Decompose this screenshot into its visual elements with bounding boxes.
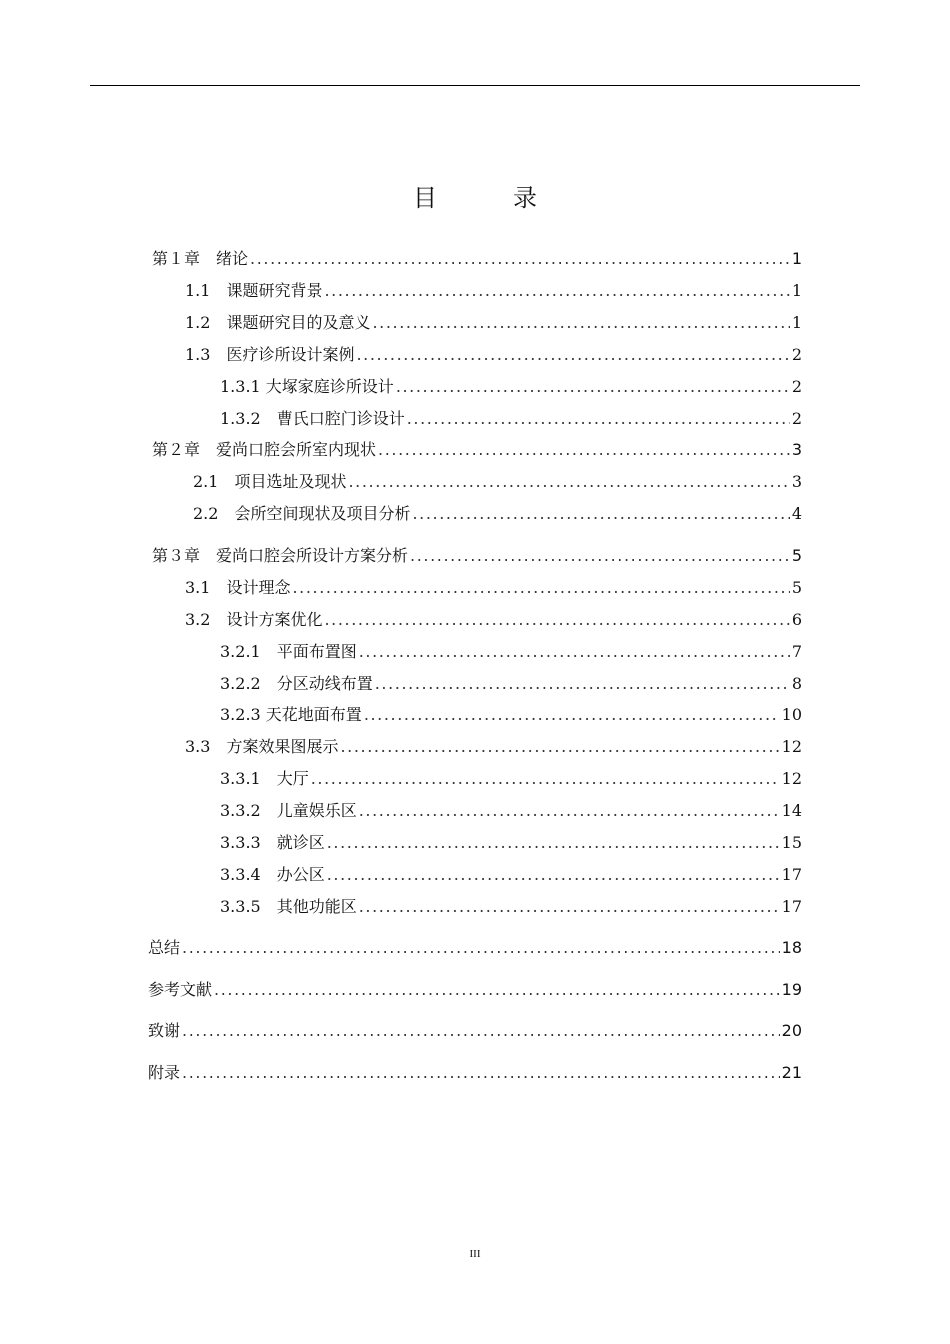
toc-label: 1.2 课题研究目的及意义: [185, 313, 371, 332]
toc-page: 3: [791, 440, 802, 459]
toc-label: 3.3.2 儿童娱乐区: [220, 801, 357, 820]
toc-entry-summary[interactable]: [148, 937, 802, 959]
toc-page: 17: [781, 865, 802, 884]
toc-label: 致谢: [148, 1021, 181, 1040]
toc-label: 3.3.1 大厅: [220, 769, 309, 788]
toc-entry-chapter-1[interactable]: [152, 248, 802, 270]
toc-label: 3.3.5 其他功能区: [220, 897, 357, 916]
toc-entry-3-3[interactable]: [185, 736, 802, 758]
toc-page: 1: [791, 281, 802, 300]
toc-entry-references[interactable]: [148, 979, 802, 1001]
toc-page: 5: [791, 578, 802, 597]
toc-label: 第３章 爱尚口腔会所设计方案分析: [152, 546, 409, 565]
toc-entry-appendix[interactable]: [148, 1062, 802, 1084]
header-rule: [90, 85, 860, 86]
toc-label: 3.2.2 分区动线布置: [220, 674, 373, 693]
toc-page: 4: [791, 504, 802, 523]
toc-label: 1.3 医疗诊所设计案例: [185, 345, 355, 364]
toc-entry-acknowledgements[interactable]: [148, 1020, 802, 1042]
toc-entry-3-3-4[interactable]: [220, 864, 802, 886]
toc-label: 3.2.3 天花地面布置: [220, 705, 362, 724]
toc-label: 参考文献: [148, 980, 213, 999]
toc-label: 3.2 设计方案优化: [185, 610, 323, 629]
toc-page: 7: [791, 642, 802, 661]
toc-page: 14: [781, 801, 802, 820]
toc-label: 3.3.3 就诊区: [220, 833, 325, 852]
toc-page: 18: [781, 938, 802, 957]
toc-page: 2: [791, 377, 802, 396]
toc-entry-1-3-2[interactable]: [220, 408, 802, 430]
toc-entry-3-2-3[interactable]: [220, 704, 802, 726]
toc-page: 1: [791, 313, 802, 332]
toc-page: 1: [791, 249, 802, 268]
toc-label: 3.1 设计理念: [185, 578, 291, 597]
toc-page: 2: [791, 409, 802, 428]
toc-label: 2.2 会所空间现状及项目分析: [193, 504, 411, 523]
toc-page: 12: [781, 769, 802, 788]
toc-entry-3-2-1[interactable]: [220, 641, 802, 663]
toc-label: 1.3.1 大塚家庭诊所设计: [220, 377, 394, 396]
toc-entry-1-3-1[interactable]: [220, 376, 802, 398]
toc-entry-3-2[interactable]: [185, 609, 802, 631]
toc-page: 20: [781, 1021, 802, 1040]
toc-page: 10: [781, 705, 802, 724]
page-number: III: [469, 1248, 481, 1260]
toc-page: 6: [791, 610, 802, 629]
toc-page: 19: [781, 980, 802, 999]
toc-entry-1-3[interactable]: [185, 344, 802, 366]
toc-label: 第２章 爱尚口腔会所室内现状: [152, 440, 377, 459]
toc-entry-chapter-2[interactable]: [152, 439, 802, 461]
toc-entry-3-3-2[interactable]: [220, 800, 802, 822]
page-title: 目 录: [413, 184, 563, 212]
toc-entry-chapter-3[interactable]: [152, 545, 802, 567]
toc-label: 第１章 绪论: [152, 249, 249, 268]
toc-entry-3-3-3[interactable]: [220, 832, 802, 854]
toc-label: 3.3 方案效果图展示: [185, 737, 339, 756]
toc-entry-2-2[interactable]: [193, 503, 802, 525]
toc-entry-3-1[interactable]: [185, 577, 802, 599]
toc-page: 2: [791, 345, 802, 364]
toc-entry-1-1[interactable]: [185, 280, 802, 302]
toc-entry-1-2[interactable]: [185, 312, 802, 334]
toc-page: 12: [781, 737, 802, 756]
toc-label: 附录: [148, 1063, 181, 1082]
toc-entry-2-1[interactable]: [193, 471, 802, 493]
toc-entry-3-3-5[interactable]: [220, 896, 802, 918]
toc-page: 21: [781, 1063, 802, 1082]
toc-label: 3.2.1 平面布置图: [220, 642, 357, 661]
toc-label: 1.1 课题研究背景: [185, 281, 323, 300]
toc-label: 总结: [148, 938, 181, 957]
toc-page: 8: [791, 674, 802, 693]
toc-label: 3.3.4 办公区: [220, 865, 325, 884]
toc-label: 2.1 项目选址及现状: [193, 472, 347, 491]
toc-entry-3-3-1[interactable]: [220, 768, 802, 790]
toc-page: 17: [781, 897, 802, 916]
toc-page: 5: [791, 546, 802, 565]
toc-page: 3: [791, 472, 802, 491]
toc-entry-3-2-2[interactable]: [220, 673, 802, 695]
toc-page: 15: [781, 833, 802, 852]
toc-label: 1.3.2 曹氏口腔门诊设计: [220, 409, 405, 428]
